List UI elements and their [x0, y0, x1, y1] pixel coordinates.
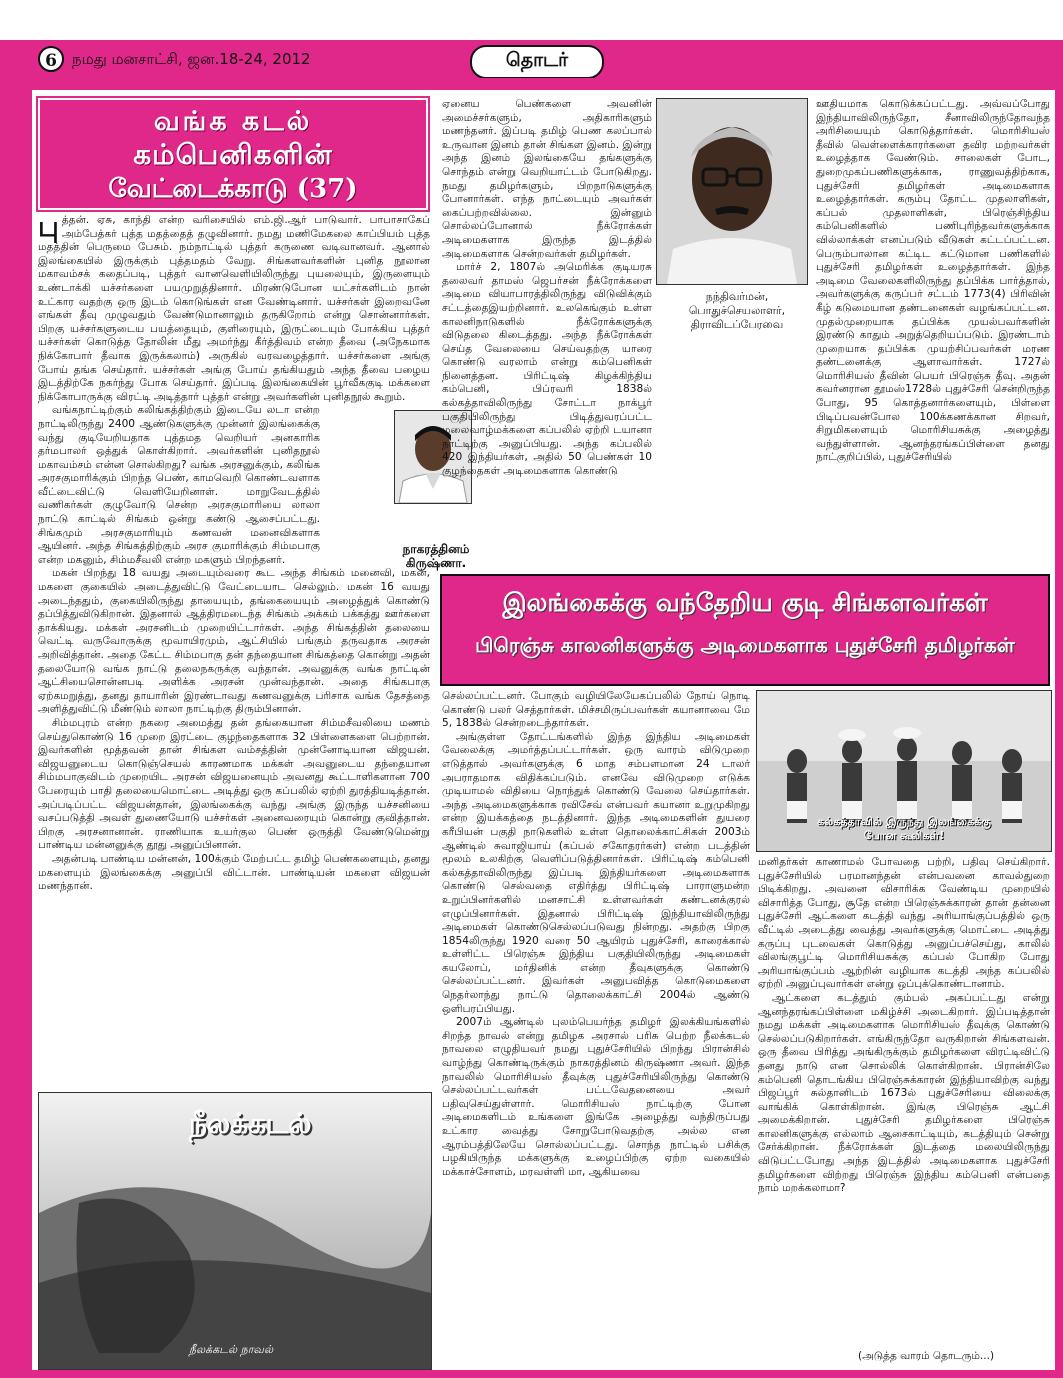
- article-column-2-bottom: [442, 690, 750, 1370]
- banner-line-1: இலங்கைக்கு வந்தேறிய குடி சிங்களவர்கள்: [502, 588, 988, 617]
- book-title: நீலக்கடல்: [189, 1107, 312, 1140]
- author-caption: நாகரத்தினம் கிருஷ்ணா.: [402, 542, 470, 570]
- article-column-2-top: [442, 98, 652, 568]
- paragraph: அங்குள்ள தோட்டங்களில் இந்த இந்திய அடிமைகள் வேலைக்கு அமர்த்தப்பட்டார்கள். ஒரு வாரம் விடுமுறை எடுத்தால் அவர்களுக்கு 6 மாத சம்பளமான 24 டாலர் அபராதமாக விதிக்கப்படும். எனவே விடுமுறை எடுக்க முடியாமல் விதியை நொந்துக் கொண்டு வேலை செய்தார்கள். அந்த அடிமைகளுக்காக ரவிசேவ் என்பவர் கயானா உறுமுகிறது என்ற இயக்கத்தை நடத்தினார். இந்த அடிமைகளின் துயரை கரீபியன் பகுதி நாடுகளில் உள்ள தொலைக்காட்சிகள் 2003ம் ஆண்டில் சுவாஜியாய் (கப்பல் சகோதரர்கள்) என்ற படத்தின் மூலம் உலகிற்கு வெளிப்படுத்தினார்கள். பிரிட்டிஷ் கம்பெனி கல்கத்தாவிலிருந்து இப்படி இந்தியர்களை அடிமைகளாக கொண்டு செல்வதை எதிர்த்து பிரிட்டிஷ் பாராளுமன்ற உறுப்பினர்களில் மனசாட்சி உள்ளவர்கள் கண்டனக்குரல் எழுப்பினார்கள். இதனால் பிரிட்டிஷ் இந்தியாவிலிருந்து அடிமைகள் கொண்டுசெல்லப்படுவது நின்றது. அதற்கு பிறகு 1854லிருந்து 1920 வரை 50 ஆயிரம் புதுச்சேரி, காரைக்கால் உள்ளிட்ட பிரெஞ்சு இந்திய பகுதியிலிருந்து அடிமைகள் கயலோப், மர்தினிக் என்ற தீவுகளுக்கு கொண்டு செல்லப்பட்டனர். இவர்கள் அனுபவித்த கொடுமைகளை நெதர்லாந்து நாட்டு தொலைக்காட்சி 2004ல் ஆண்டு ஒளிபரப்பியது.: [442, 730, 750, 1015]
- article-column-3-top: [816, 98, 1050, 568]
- paragraph: புத்தன். ஏசு, காந்தி என்ற வரிசையில் எம்.ஜி.ஆர் பாடுவார். பாபாசாகேப் அம்பேத்கர் புத்த மதத்தைத் தழுவினார். நமது மணிமேகலை காப்பியம் புத்த மதத்தின் பெருமை பேசும். நம்நாட்டில் புத்தர் கருணை வடிவானவர். ஆனால் இலங்கையில் இருக்கும் புத்தமதம் வேறு. சிங்களவர்களின் புனித நூலான மகாவம்சக் கதைப்படி, புத்தர் வானவெளியிலிருந்து புயலையும், இருளையும் உண்டாக்கி யச்சர்களை பயமுறுத்தினார். மிரண்டுபோன யட்சர்களிடம் நான் உட்கார வதற்கு ஒரு இடம் கொடுங்கள் என வேண்டினார். யச்சர்கள் இறைவனே எங்கள் தீவு முழுவதும் வேண்டுமானாலும் தருகிறோம் என்று சொன்னார்கள். பிறகு யச்சர்களுடைய பயத்தையும், குளிரையும், இருட்டையும் போக்கிய புத்தர் யச்சர்கள் கொடுத்த தோலின் மீது அமர்ந்து கீர்த்திவம் என்ற தீவை (அநேகமாக நிக்கோபார் தீவாக இருக்கலாம்) அருகில் வரவழைத்தார். யச்சர்களை அங்கு போய் தங்க செய்தார். யச்சர்கள் அங்கு போய் தங்கியதும் அந்த தீவை பழைய இடத்திற்கே நகர்ந்து போக செய்தார். இப்படி இலங்கையின் பூர்வீககுடி மக்களை நிக்கோபாருக்கு விரட்டி அடித்தார் புத்தர் என்று அவர்களின் புனிதநூல் கூறும்.: [38, 214, 430, 403]
- coolies-photo: [756, 690, 1052, 852]
- subheadline-banner: [440, 574, 1050, 686]
- paragraph: செல்லப்பட்டனர். போகும் வழியிலேயேகப்பலில் நோய் நொடி கொண்டு பலர் செத்தார்கள். மிச்சமிருப்பவர்கள் கயானாவை மே 5, 1838ல் சென்றடைந்தார்கள்.: [442, 690, 750, 730]
- paragraph: மகன் பிறந்து 18 வயது அடையும்வரை கூட அந்த சிங்கம் மனைவி, மகன், மகளை குகையில் அடைத்துவிட்டு வேட்டையாட செல்லும். மகன் 16 வயது அடைந்ததும், குகையிலிருந்து தாயையும், தங்கையையும் அழைத்துக் கொண்டு தப்பித்துவிடுகிறான். இதனால் ஆத்திரமடைந்த சிங்கம் அக்கம் பக்கத்து ஊர்களை தாக்கியது. மக்கள் அரசனிடம் முறையிட்டார்கள். அந்த சிங்கத்தின் தலையை வெட்டி வருவோருக்கு மூவாயிரமும், ஆட்சியில் பங்கும் தருவதாக அரசன் அறிவித்தான். அதை கேட்ட சிம்மபாகு தன் தந்தையான சிங்கத்தை கொன்று அதன் தலையோடு வங்க நாட்டு தலைநகருக்கு வந்தான். அவனுக்கு வங்க நாட்டின் ஆட்சியைசொன்னபடி அளிக்க அரசன் முன்வந்தான். அதை சிங்கபாகு ஏற்கமறுத்து, தனது தாயாரின் இரண்டாவது கணவனுக்கு பரிசாக வங்க தேசத்தை அளித்துவிட்டு மீண்டும் லாலா நாட்டிற்கு திரும்பினான்.: [38, 567, 430, 716]
- banner-line-2: பிரெஞ்சு காலனிகளுக்கு அடிமைகளாக புதுச்சேரி தமிழர்கள்: [475, 633, 1015, 657]
- paper-info: நமது மனசாட்சி, ஜன.18-24, 2012: [72, 50, 311, 68]
- title-line-3: வேட்டைக்காடு (37): [108, 174, 358, 204]
- paragraph: வங்கநாட்டிற்கும் கலிங்கத்திற்கும் இடையே லடா என்ற நாட்டிலிருந்து 2400 ஆண்டுகளுக்கு முன்னர் இலங்கைக்கு வந்து குடியேறியதாக புத்தமத வெறியர் அனகாரிக தர்மபாலர் ஒத்துக் கொள்கிறார். அவர்களின் புனிதநூல் மகாவம்சம் என்ன சொல்கிறது? வங்க அரசனுக்கும், கலிங்க அரசகுமாரிக்கும் பிறந்த பெண், காமவெறி கொண்டவளாக வீட்டைவிட்டு வெளியேறினாள். மாறுவேடத்தில் வணிகர்கள் குழுவோடு சென்ற அரசகுமாரியை லாலா நாட்டு காட்டில் சிங்கம் ஒன்று கண்டு ஆசைப்பட்டது. சிங்கமும் அரசகுமாரியும் கணவன் மனைவிகளாக ஆயினர். அந்த சிங்கத்திற்கும் அரச குமாரிக்கும் சிம்மபாகு என்ற மகனும், சிம்மசீவலி என்ற மகளும் பிறந்தனர்.: [38, 404, 320, 566]
- page-number: 6: [38, 46, 64, 72]
- politician-photo: [656, 98, 808, 285]
- article-column-3-bottom: [758, 856, 1050, 1342]
- paragraph: மனிதர்கள் காணாமல் போவதை பற்றி, பதிவு செய்கிறார். புதுச்சேரியில் பரமானந்தன் என்பவனை காவல்துறை பிடிக்கிறது. அவனை விசாரிக்க வேண்டிய முறையில் விசாரித்த போது, சூதே என்ற பிரெஞ்சுக்காரன் தான் தன்னை புதுச்சேரி ஆட்களை கடத்தி வந்து அரியாங்குப்பத்தில் ஒரு வீட்டில் அடைத்து வைத்து அவர்களுக்கு மொட்டை அடித்து கருப்பு புடவைகள் கொடுத்து அனுப்பச்செய்து, காலில் விலங்குபூட்டி மொரிசியசுக்கு கப்பல் போகிற போது அரியாங்குப்பம் ஆற்றின் வழியாக கடத்தி அந்த கப்பலில் ஏற்றி அனுப்புவார்கள் என்று ஒப்புக்கொண்டானாம்.: [758, 856, 1050, 991]
- article-column-1: [38, 214, 430, 1086]
- politician-caption: நந்திவர்மன், பொதுச்செயலாளர், திராவிடப்பேரவை: [688, 290, 786, 331]
- title-line-1: வங்க கடல்: [153, 106, 313, 137]
- coolies-caption: கல்கத்தாவில் இருந்து இலங்கைக்கு போன கூலிகள்!: [817, 815, 991, 842]
- drop-cap: பு: [38, 214, 59, 243]
- portrait-image: [657, 99, 807, 284]
- paragraph: 2007ம் ஆண்டில் புலம்பெயர்ந்த தமிழர் இலக்கியங்களில் சிறந்த நாவல் என்று தமிழக அரசால் பரிசு பெற்ற நீலக்கடல் நாவலை எழுதியவர் நமது புதுச்சேரியில் பிறந்து பிரான்சில் வாழ்ந்து கொண்டிருக்கும் நாகரத்தினம் கிருஷ்ணா அவர். இந்த நாவலில் மொரிசியஸ் தீவுக்கு புதுச்சேரியிலிருந்து கொண்டு செல்லப்பட்டவர்கள் பட்டவேதனையை அவர் பதிவுசெய்துள்ளார். மொரிசியஸ் நாட்டிற்கு போன அடிமைகளிடம் உங்களை இங்கே அழைத்து வந்திருப்பது உட்கார வைத்து சோறுபோடுவதற்கு அல்ல என ஆரம்பத்திலேயே சொல்லப்பட்டது. சொந்த நாட்டில் பசிக்கு பழகியிருந்த மக்களுக்கு உழைப்பிற்கு ஏற்ற வகையில் மக்காச்சோளம், மரவள்ளி மா, ஆகியவை: [442, 1016, 750, 1178]
- paragraph: ஆட்களை கடத்தும் கும்பல் அகப்பட்டது என்று ஆனந்தரங்கப்பிள்ளை மகிழ்ச்சி அடைகிறார். இப்படித்தான் நமது மக்கள் அடிமைகளாக மொரிசியஸ் தீவுக்கு கொண்டு செல்லப்படுகிறார்கள். எங்கிருந்தோ வருகிறான் சிங்களவன். ஒரு தீவை பிரித்து அங்கிருக்கும் தமிழர்களை விரட்டிவிட்டு தனது நாடு என சொல்லிக் கொள்கிறான். பிரான்சிலே கம்பெனி தொடங்கிய பிரெஞ்சுக்காரன் இந்தியாவிற்கு வந்து பிஜப்பூர் சுல்தானிடம் 1673ல் புதுச்சேரியை விலைக்கு வாங்கிக் கொள்கிறான். இங்கு பிரெஞ்சு ஆட்சி அமைக்கிறான். புதுச்சேரி தமிழர்களை பிரெஞ்சு காலனிகளுக்கு எல்லாம் ஆசைகாட்டியும், கடத்தியும் சென்று சேர்க்கிறான். நீக்ரோக்கள் இடத்தை மலையிலிருந்து விடுபட்டபோது அந்த இடத்தில் அடிமைகளாக புதுச்சேரி தமிழர்களை விற்றது பிரெஞ்சு இந்திய கம்பெனி என்பதை நாம் மறக்கலாமா?: [758, 991, 1050, 1195]
- paragraph: மார்ச் 2, 1807ல் அமெரிக்க குடியரசு தலைவர் தாமஸ் ஜெபர்சன் நீக்ரோக்களை அடிமை வியாபாரத்திலிருந்து விடுவிக்கும் சட்டத்தைஇயற்றினார். உலகெங்கும் உள்ள காலனிநாடுகளில் நீக்ரோக்களுக்கு விடுதலை கிடைத்தது. அந்த நீக்ரோக்கள் செய்த வேலையை செய்வதற்கு யாரை கொண்டு வரலாம் என்று கம்பெனிகள் நினைத்தன. பிரிட்டிஷ் கிழக்கிந்திய கம்பெனி, பிப்ரவரி 1838ல் கல்கத்தாவிலிருந்து சோட்டா நாக்பூர் பகுதியிலிருந்து பிடித்துவரப்பட்ட மலைவாழ்மக்களை கப்பலில் ஏற்றி டயானா நாட்டிற்கு அனுப்பியது. அந்த கப்பலில் 420 இந்தியர்கள், அதில் 50 பெண்கள் 10 குழந்தைகள் அடிமைகளாக கொண்டு: [442, 261, 652, 478]
- paragraph: ஊதியமாக கொடுக்கப்பட்டது. அவ்வப்போது இந்தியாவிலிருந்தோ, சீனாவிலிருந்தோவந்த அரிசியையும் கொடுத்தார்கள். மொரிசியஸ் தீவில் வெள்ளைக்காரர்களை தவிர மற்றவர்கள் உழைத்தாக வேண்டும். சாலைகள் போட, துறைமுகப்பணிகளுக்காக, ராணுவத்திற்காக, புதுச்சேரி தமிழர்கள் அடிமைகளாக உழைத்தார்கள். கரும்பு தோட்ட முதலாளிகள், கப்பல் முதலாளிகள், பிரெஞ்சிந்திய கம்பெனிகளில் பணிபுரிந்தவர்களுக்காக வில்லாக்கள் எனப்படும் வீடுகள் கட்டப்பட்டன. பெரும்பாலான கட்டிட கட்டுமான பணிகளில் புதுச்சேரி தமிழர்கள் உழைத்தார்கள். இந்த அடிமை வேலைகளிலிருந்து தப்பிக்க பார்த்தால், அவர்களுக்கு கருப்பர் சட்டம் 1773(4) பிரிவின் கீழ் கடுமையான தண்டனைகள் வழங்கப்பட்டன. முதல்முறையாக தப்பிக்க முயல்பவர்களின் இரண்டு காதும் அறுத்தெறியப்படும். இரண்டாம் முறையாக தப்பிக்க முயற்சிப்பவர்கள் மரண தண்டனைக்கு ஆளாவார்கள். 1727ல் மொரிசியஸ் தீவின் பெயர் பிரெஞ்சு தீவு. அதன் கவர்னரான தூமஸ்1728ல் புதுச்சேரி சென்றிருந்த போது, 95 கொத்தனார்களையும், பிள்ளை பிடிப்பவன்போல 100க்கணக்கான சிறவர், சிறுமிகளையும் மொரிசியசுக்கு அழைத்து வந்துள்ளான். ஆனந்தரங்கப்பிள்ளை தனது நாட்குறிப்பில், புதுச்சேரியில்: [816, 98, 1050, 464]
- article-title: [38, 98, 428, 210]
- paragraph: சிம்மபுரம் என்ற நகரை அமைத்து தன் தங்கையான சிம்மசீவலியை மணம் செய்துகொண்டு 16 முறை இரட்டை குழந்தைகளாக 32 பிள்ளைகளை பெற்றான். இவர்களின் மூத்தவன் தான் சிங்கள வம்சத்தின் முன்னோடியான விஜயன். விஜயனுடைய கொடுஞ்செயல் காரணமாக மக்கள் அவனுடைய தந்தையான சிம்மபாகுவிடம் முறையிட அரசன் விஜயனையும் அவனது கூட்டாளிகளான 700 பேரையும் பாதி தலையைமொட்டை அடித்து ஒரு கப்பலில் ஏற்றி துரத்தியடித்தான். அப்படிப்பட்ட விஜயன்தான், இலங்கைக்கு வந்து அங்கு இருந்த யச்சனியை வசப்படுத்தி அவள் துணையோடு யச்சர்கள் அனைவரையும் கொன்று குவித்தான். பிறகு அரசனானான். ராணியாக உயர்குல பெண் ஒருத்தி வேண்டுமென்று பாண்டிய மன்னனுக்கு தூது அனுப்பினான்.: [38, 716, 430, 852]
- paragraph: அதன்படி பாண்டிய மன்னன், 100க்கும் மேற்பட்ட தமிழ் பெண்களையும், தனது மகளையும் இலங்கைக்கு அனுப்பி விட்டான். பாண்டியன் மகளை விஜயன் மணந்தான்.: [38, 852, 430, 893]
- section-tag: தொடர்: [470, 45, 604, 79]
- paragraph: ஏனைய பெண்களை அவனின் அமைச்சர்களும், அதிகாரிகளும் மணந்தனர். இப்படி தமிழ் பெண கலப்பால் உருவான இனம் தான் சிங்கள இனம். இன்று அந்த இனம் இலங்கையே தங்களுக்கு சொந்தம் என்று வெறியாட்டம் போடுகிறது. நமது தமிழர்களும், பிறநாடுகளுக்கு போனார்கள். எந்த நாட்டையும் அவர்கள் கைப்பற்றவில்லை. இன்னும் சொல்லப்போனால் நீக்ரோக்கள் அடிமைகளாக இருந்த இடத்தில் அடிமைகளாக சென்றவர்கள் தமிழர்கள்.: [442, 98, 652, 260]
- book-caption: நீலக்கடல் நாவல்: [189, 1343, 274, 1356]
- title-line-2: கம்பெனிகளின்: [133, 138, 333, 171]
- book-cover: [38, 1092, 432, 1370]
- continued-note: (அடுத்த வாரம் தொடரும்...): [858, 1350, 995, 1362]
